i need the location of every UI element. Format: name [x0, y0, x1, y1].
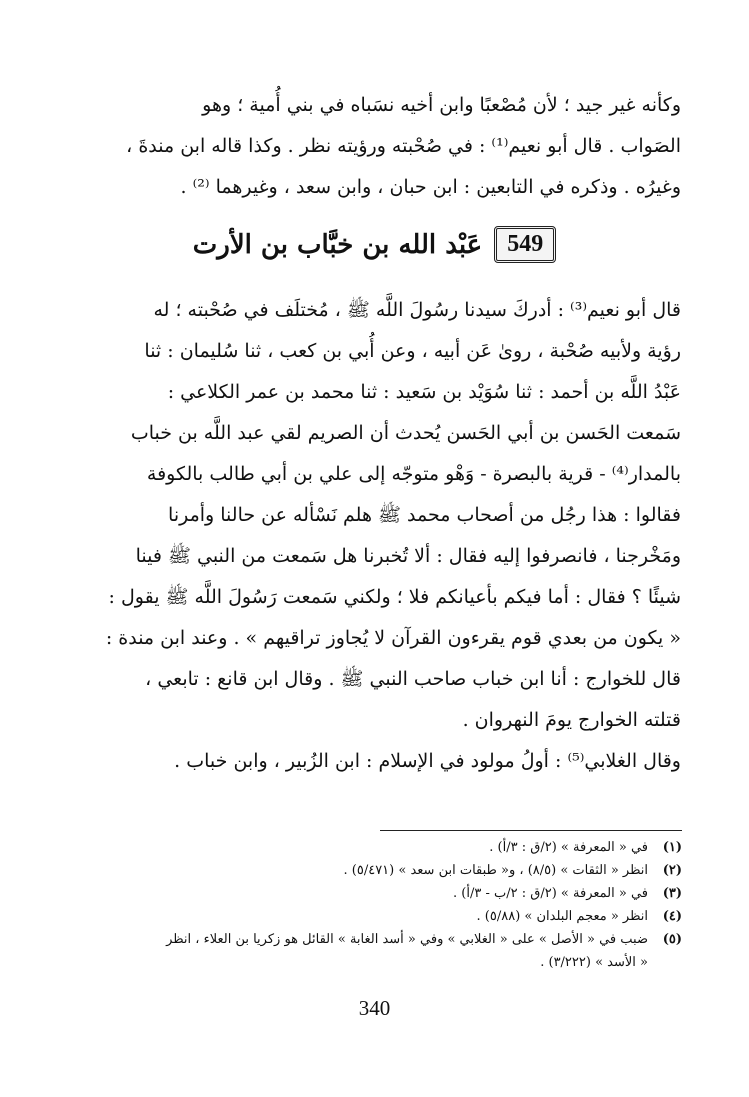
text-line: شيئًا ؟ فقال : أما فيكم بأعيانكم فلا ؛ ولكني سَمعت رَسُولَ اللَّه ﷺ يقول : — [108, 586, 681, 608]
page-number: 340 — [358, 996, 391, 1020]
footnote — [40, 836, 682, 859]
footnote-number: (٥) — [662, 932, 682, 947]
text-line: وغيرُه . وذكره في التابعين : ابن حبان ، وابن سعد ، وغيرهما ⁽²⁾ . — [180, 176, 681, 198]
footnote-separator — [380, 830, 682, 831]
text-line: وكأنه غير جيد ؛ لأن مُصْعبًا وابن أخيه نسَباه في بني أُمية ؛ وهو — [202, 94, 681, 116]
footnote-text: في « المعرفة » (٢/ق : ٣/أ) . — [489, 840, 648, 855]
footnote-text: في « المعرفة » (٢/ق : ٢/ب - ٣/أ) . — [453, 886, 648, 901]
footnote-number: (١) — [662, 840, 682, 855]
entry-title: عَبْد الله بن خبَّاب بن الأرت — [192, 229, 483, 260]
entry-number-badge: 549 — [494, 226, 556, 263]
entry-heading — [0, 226, 749, 263]
text-line: رؤية ولأبيه صُحْبة ، روىٰ عَن أبيه ، وعن أُبي بن كعب ، ثنا سُليمان : ثنا — [144, 340, 681, 362]
text-line: وقال الغلابي⁽⁵⁾ : أولُ مولود في الإسلام : ابن الزُبير ، وابن خباب . — [174, 750, 681, 772]
footnote — [40, 905, 682, 928]
text-line: « يكون من بعدي قوم يقرءون القرآن لا يُجاوز تراقيهم » . وعند ابن مندة : — [105, 627, 681, 649]
footnote-number: (٢) — [662, 863, 682, 878]
text-line: بالمدار⁽⁴⁾ - قرية بالبصرة - وَهْو متوجّه إلى علي بن أبي طالب بالكوفة — [146, 463, 681, 485]
footnotes — [40, 836, 682, 974]
footnote — [40, 859, 682, 882]
footnote-continuation: « الأسد » (٣/٢٢٢) . — [540, 955, 648, 970]
text-line: قتلته الخوارج يومَ النهروان . — [462, 709, 681, 731]
footnote-number: (٤) — [662, 909, 682, 924]
intro-paragraph — [76, 85, 681, 208]
footnote-text: انظر « الثقات » (٨/٥) ، و« طبقات ابن سعد » (٥/٤٧١) . — [343, 863, 648, 878]
entry-body — [76, 290, 681, 782]
footnote-text: ضبب في « الأصل » على « الغلابي » وفي « أسد الغابة » القائل هو زكريا بن العلاء ، انظر — [166, 932, 648, 947]
footnote-text: انظر « معجم البلدان » (٥/٨٨) . — [476, 909, 648, 924]
text-line: قال للخوارج : أنا ابن خباب صاحب النبي ﷺ . وقال ابن قانع : تابعي ، — [145, 668, 681, 690]
text-line: ومَخْرجنا ، فانصرفوا إليه فقال : ألا تُخبرنا هل سَمعت من النبي ﷺ فينا — [135, 545, 681, 567]
footnote-number: (٣) — [662, 886, 682, 901]
footnote — [40, 882, 682, 905]
text-line: الصَواب . قال أبو نعيم⁽¹⁾ : في صُحْبته ورؤيته نظر . وكذا قاله ابن مندةَ ، — [126, 135, 681, 157]
text-line: قال أبو نعيم⁽³⁾ : أدركَ سيدنا رسُولَ اللَّه ﷺ ، مُختلَف في صُحْبته ؛ له — [153, 299, 681, 321]
text-line: فقالوا : هذا رجُل من أصحاب محمد ﷺ هلم نَسْأله عن حالنا وأمرنا — [168, 504, 681, 526]
text-line: عَبْدُ اللَّه بن أحمد : ثنا سُوَيْد بن سَعيد : ثنا محمد بن عمر الكلاعي : — [167, 381, 681, 403]
footnote — [40, 928, 682, 951]
text-line: سَمعت الحَسن بن أبي الحَسن يُحدث أن الصريم لقي عبد اللَّه بن خباب — [130, 422, 681, 444]
